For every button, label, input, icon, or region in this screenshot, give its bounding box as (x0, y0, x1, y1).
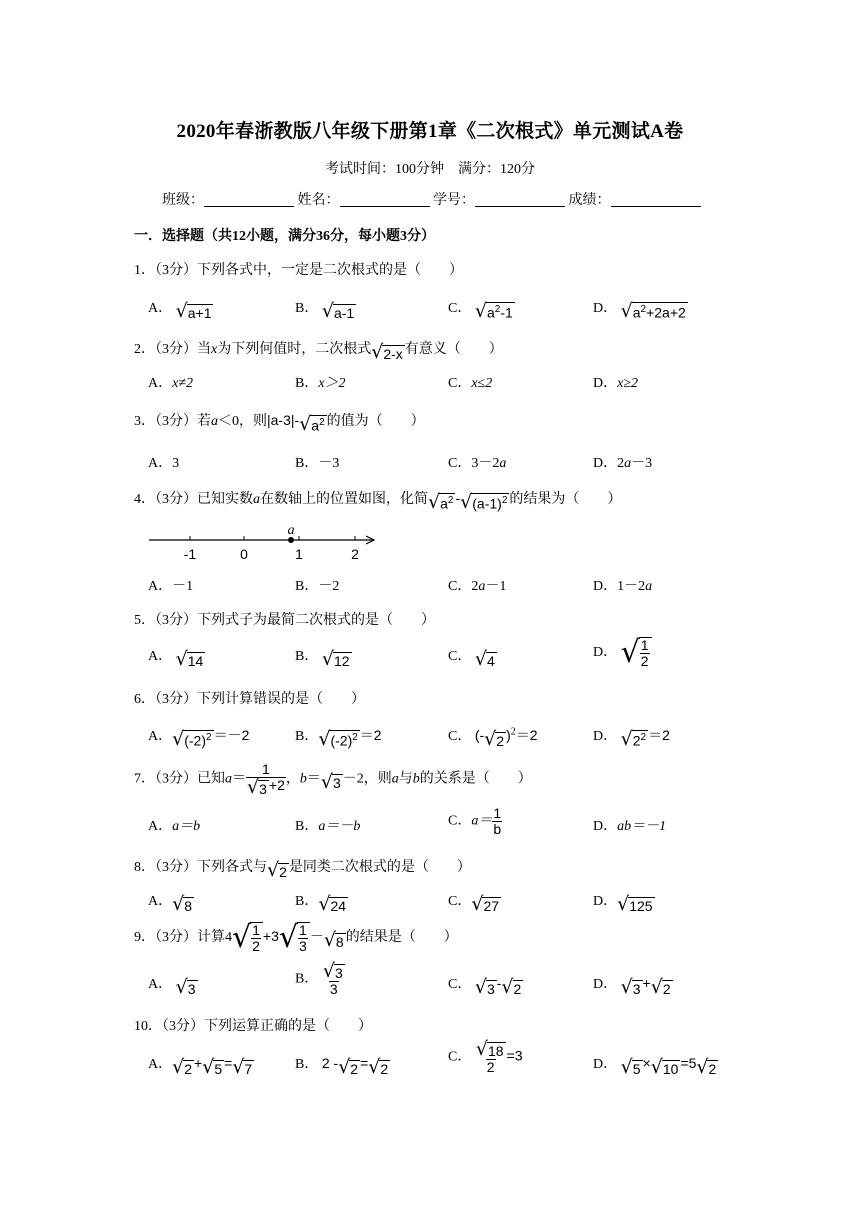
student-info-line (162, 189, 701, 209)
q4-option-a[interactable]: A．－1 (148, 579, 194, 594)
q9-option-d[interactable]: D． √ 3 + √ 2 (593, 975, 671, 998)
question-5-stem: 5．（3分）下列式子为最简二次根式的是（ ） (134, 613, 435, 628)
q6-option-d[interactable]: D． √ $2^2$ ＝2 (593, 727, 670, 750)
q4-option-d[interactable]: D．1－2a (593, 579, 653, 594)
id-blank[interactable] (475, 192, 565, 207)
question-3-stem: 3．（3分）若a＜0，则|a-3|- √ $a^2$ 的值为（ ） (134, 412, 425, 435)
q1-option-a[interactable]: A． √ a+1 (148, 300, 212, 322)
axis-tick-label: 0 (240, 546, 248, 562)
question-7-stem: 7．（3分）已知a＝ 1 √ 3 +2 ，b＝ √ 3 －2，则a与b的关系是（ ） (134, 761, 532, 798)
q9-option-a[interactable]: A． √ 3 (148, 976, 196, 998)
axis-tick-label: -1 (183, 546, 197, 562)
axis-tick-label: 1 (295, 546, 303, 562)
q3-option-b[interactable]: B．－3 (295, 456, 340, 471)
question-2-stem: 2．（3分）当x为下列何值时，二次根式 √ 2-x 有意义（ ） (134, 341, 503, 363)
axis-tick-label: 2 (351, 546, 359, 562)
q6-option-b[interactable]: B． √ $(-2)^2$ ＝2 (295, 727, 382, 750)
q5-option-a[interactable]: A． √ 14 (148, 648, 204, 670)
q2-option-d[interactable]: D．x≥2 (593, 376, 639, 391)
q2-option-c[interactable]: C．x≤2 (448, 376, 493, 391)
number-line-figure (147, 526, 382, 566)
question-9-stem: 9．（3分）计算4 √ $\frac{1}{2}$ +3 √ $\frac{1}{3}$ － √ 8 的结果是（ ） (134, 920, 458, 956)
page-title: 2020年春浙教版八年级下册第1章《二次根式》单元测试A卷 (176, 121, 684, 142)
score-label: 成绩： (568, 193, 611, 208)
q1-option-c[interactable]: C． √ $a^2-1$ (448, 300, 513, 322)
point-a-label: a (287, 526, 295, 538)
id-label: 学号： (433, 193, 475, 208)
q1-option-d[interactable]: D． √ $a^2+2a+2$ (593, 300, 686, 322)
q6-option-a[interactable]: A． √ $(-2)^2$ ＝－2 (148, 727, 250, 750)
q5-option-d[interactable]: D． √ $\frac{1}{2}$ (593, 637, 652, 668)
q7-option-c[interactable]: C．a＝ $\frac{1}{b}$ (448, 805, 502, 837)
question-1-stem: 1．（3分）下列各式中，一定是二次根式的是（ ） (134, 263, 463, 278)
class-label: 班级： (162, 193, 204, 208)
q8-option-c[interactable]: C． √ 27 (448, 893, 500, 915)
question-10-stem: 10．（3分）下列运算正确的是（ ） (134, 1019, 372, 1034)
q10-option-c[interactable]: C． √ 18 2 =3 (448, 1038, 523, 1075)
q5-option-c[interactable]: C． √ 4 (448, 648, 495, 670)
q7-option-d[interactable]: D．ab＝－1 (593, 819, 667, 834)
question-8-stem: 8．（3分）下列各式与 √ 2 是同类二次根式的是（ ） (134, 859, 471, 881)
q10-option-d[interactable]: D． √ 5 × √ 10 =5 √ 2 (593, 1055, 717, 1078)
name-blank[interactable] (340, 192, 430, 207)
q10-option-a[interactable]: A． √ 2 + √ 5 = √ 7 (148, 1055, 253, 1078)
q8-option-d[interactable]: D． √ 125 (593, 893, 653, 915)
q10-option-b[interactable]: B． 2 - √ 2 = √ 2 (295, 1055, 389, 1078)
class-blank[interactable] (204, 192, 294, 207)
exam-meta: 考试时间：100分钟 满分：120分 (325, 162, 535, 177)
q7-option-b[interactable]: B．a＝－b (295, 819, 361, 834)
q5-option-b[interactable]: B． √ 12 (295, 648, 350, 670)
q9-option-c[interactable]: C． √ 3 - √ 2 (448, 975, 522, 998)
score-blank[interactable] (611, 192, 701, 207)
q3-option-a[interactable]: A．3 (148, 456, 180, 471)
name-label: 姓名： (297, 193, 340, 208)
q9-option-b[interactable]: B． √ 3 3 (295, 960, 343, 997)
q2-option-a[interactable]: A．x≠2 (148, 376, 194, 391)
question-6-stem: 6．（3分）下列计算错误的是（ ） (134, 692, 365, 707)
q3-option-d[interactable]: D．2a－3 (593, 456, 653, 471)
q3-option-c[interactable]: C．3－2a (448, 456, 507, 471)
q8-option-a[interactable]: A． √ 8 (148, 893, 193, 915)
question-4-stem: 4．（3分）已知实数a在数轴上的位置如图，化简 √ $a^2$ - √ $(a-1)^2$ 的结果为（ ） (134, 490, 622, 513)
q2-option-b[interactable]: B．x＞2 (295, 376, 346, 391)
section-heading: 一．选择题（共12小题，满分36分，每小题3分） (134, 229, 435, 244)
q1-option-b[interactable]: B． √ a-1 (295, 300, 355, 322)
q6-option-c[interactable]: C． (- √ 2 )$^2$＝2 (448, 726, 538, 750)
q7-option-a[interactable]: A．a＝b (148, 819, 201, 834)
q8-option-b[interactable]: B． √ 24 (295, 893, 347, 915)
q4-option-c[interactable]: C．2a－1 (448, 579, 507, 594)
q4-option-b[interactable]: B．－2 (295, 579, 340, 594)
